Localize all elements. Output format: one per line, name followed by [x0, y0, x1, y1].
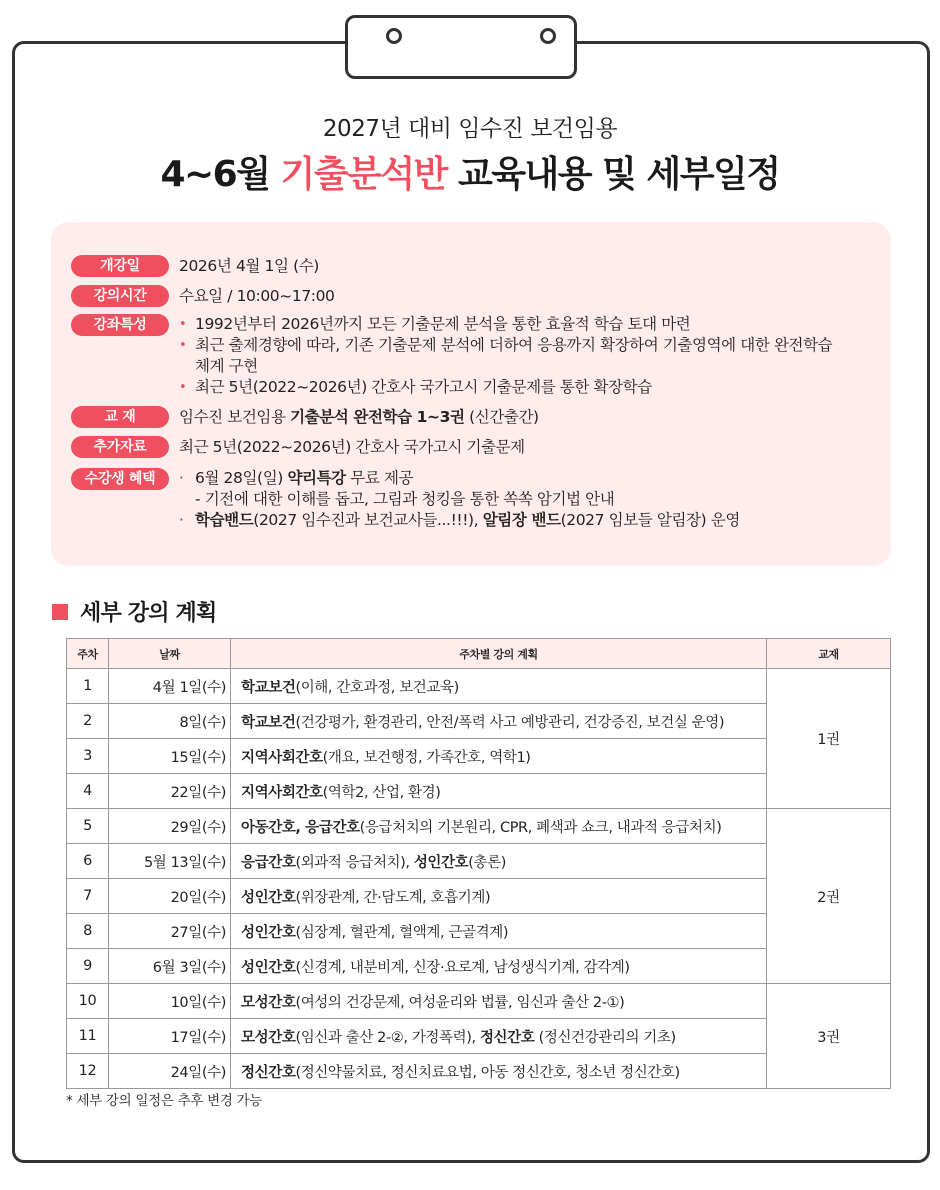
- plan-cell: [231, 704, 767, 739]
- date-cell: 4월 1일(수): [109, 669, 231, 704]
- title-accent: 기출분석반: [280, 154, 447, 195]
- textbook-value: [179, 406, 539, 428]
- plan-text: (정신건강관리의 기초): [534, 1029, 676, 1046]
- benefit-text: (2027 임수진과 보건교사들...!!!),: [253, 511, 483, 529]
- plan-text: (이해, 간호과정, 보건교육): [295, 679, 459, 696]
- date-cell: 22일(수): [109, 774, 231, 809]
- plan-bold: 학교보건: [241, 714, 296, 731]
- plan-cell: [231, 844, 767, 879]
- table-row: [67, 669, 891, 704]
- section-title: 세부 강의 계획: [80, 601, 217, 626]
- week-cell: 7: [67, 879, 109, 914]
- date-cell: 27일(수): [109, 914, 231, 949]
- date-cell: 10일(수): [109, 984, 231, 1019]
- title-part1: 4~6월: [160, 154, 281, 195]
- lecture-plan-table: [66, 638, 891, 1089]
- badge-features: 강좌특성: [71, 314, 169, 336]
- start-value: 2026년 4월 1일 (수): [179, 257, 319, 275]
- badge-benefit: 수강생 혜택: [71, 468, 169, 490]
- plan-cell: [231, 809, 767, 844]
- section-header: [52, 596, 216, 627]
- benefit-bold: 학습밴드: [195, 511, 254, 529]
- week-cell: 6: [67, 844, 109, 879]
- plan-bold: 모성간호: [241, 1029, 296, 1046]
- benefit-item-desc: - 기전에 대한 이해를 돕고, 그림과 청킹을 통한 쏙쏙 암기법 안내: [195, 490, 615, 508]
- info-row-start: [71, 255, 319, 277]
- clipboard-clip: [345, 15, 577, 79]
- date-cell: 5월 13일(수): [109, 844, 231, 879]
- extra-value: 최근 5년(2022~2026년) 간호사 국가고시 기출문제: [179, 438, 525, 456]
- table-row: [67, 809, 891, 844]
- benefit-item: [179, 468, 740, 489]
- plan-bold: 성인간호: [241, 889, 296, 906]
- book-cell: 1권: [767, 669, 891, 809]
- plan-cell: [231, 1054, 767, 1089]
- plan-text: (건강평가, 환경관리, 안전/폭력 사고 예방관리, 건강증진, 보건실 운영): [295, 714, 725, 731]
- plan-text: (정신약물치료, 정신치료요법, 아동 정신간호, 청소년 정신간호): [295, 1064, 680, 1081]
- plan-cell: [231, 1019, 767, 1054]
- plan-text: (신경계, 내분비계, 신장·요로계, 남성생식기계, 감각계): [295, 959, 630, 976]
- table-row: [67, 984, 891, 1019]
- plan-bold: 정신간호: [241, 1064, 296, 1081]
- info-row-textbook: [71, 406, 539, 428]
- page-subtitle: 2027년 대비 임수진 보건임용: [322, 116, 618, 142]
- week-cell: 11: [67, 1019, 109, 1054]
- week-cell: 2: [67, 704, 109, 739]
- week-cell: 3: [67, 739, 109, 774]
- plan-bold: 지역사회간호: [241, 784, 323, 801]
- section-square-icon: [52, 604, 68, 620]
- plan-text: (역학2, 산업, 환경): [322, 784, 441, 801]
- book-cell: 3권: [767, 984, 891, 1089]
- date-cell: 8일(수): [109, 704, 231, 739]
- clip-hole-left: [386, 28, 402, 44]
- plan-bold: 정신간호: [479, 1029, 535, 1046]
- plan-bold: 학교보건: [241, 679, 296, 696]
- date-cell: 6월 3일(수): [109, 949, 231, 984]
- week-cell: 5: [67, 809, 109, 844]
- week-cell: 1: [67, 669, 109, 704]
- benefit-text: 6월 28일(일): [195, 469, 288, 487]
- week-cell: 4: [67, 774, 109, 809]
- plan-cell: [231, 669, 767, 704]
- textbook-bold: 기출분석 완전학습 1~3권: [290, 408, 465, 426]
- date-cell: 20일(수): [109, 879, 231, 914]
- schedule-note: * 세부 강의 일정은 추후 변경 가능: [66, 1093, 263, 1109]
- plan-cell: [231, 984, 767, 1019]
- badge-extra: 추가자료: [71, 436, 169, 458]
- plan-text: (외과적 응급처치),: [295, 854, 414, 871]
- benefit-text: 무료 제공: [345, 469, 414, 487]
- plan-cell: [231, 774, 767, 809]
- plan-text: (심장계, 혈관계, 혈액계, 근골격계): [295, 924, 509, 941]
- features-list: [179, 314, 832, 398]
- info-row-extra: [71, 436, 525, 458]
- benefit-list: [179, 468, 740, 531]
- info-row-time: [71, 285, 335, 307]
- textbook-pre: 임수진 보건임용: [179, 408, 291, 426]
- header-week: 주차: [67, 639, 109, 669]
- feature-item: • 최근 출제경향에 따라, 기존 기출문제 분석에 더하여 응용까지 확장하여 기출영역에 대한 완전학습: [179, 335, 832, 356]
- feature-item: • 1992년부터 2026년까지 모든 기출문제 분석을 통한 효율적 학습 토대 마련: [179, 314, 832, 335]
- plan-text: (위장관계, 간·담도계, 호흡기계): [295, 889, 491, 906]
- badge-time: 강의시간: [71, 285, 169, 307]
- table-header-row: [67, 639, 891, 669]
- badge-start: 개강일: [71, 255, 169, 277]
- week-cell: 8: [67, 914, 109, 949]
- date-cell: 29일(수): [109, 809, 231, 844]
- plan-bold: 지역사회간호: [241, 749, 323, 766]
- plan-cell: [231, 914, 767, 949]
- date-cell: 17일(수): [109, 1019, 231, 1054]
- badge-textbook: 교 재: [71, 406, 169, 428]
- plan-text: (임신과 출산 2-②, 가정폭력),: [295, 1029, 480, 1046]
- plan-bold: 응급간호: [241, 854, 296, 871]
- info-row-features: [71, 314, 832, 398]
- title-part2: 교육내용 및 세부일정: [446, 154, 780, 195]
- plan-bold: 성인간호: [241, 959, 296, 976]
- benefit-bold: 알림장 밴드: [482, 511, 561, 529]
- date-cell: 15일(수): [109, 739, 231, 774]
- plan-cell: [231, 879, 767, 914]
- benefit-item: [179, 510, 740, 531]
- plan-bold: 성인간호: [413, 854, 469, 871]
- plan-text: (여성의 건강문제, 여성윤리와 법률, 임신과 출산 2-①): [295, 994, 625, 1011]
- benefit-bold: 약리특강: [287, 469, 346, 487]
- feature-item-cont: 체계 구현: [195, 357, 258, 375]
- plan-bold: 성인간호: [241, 924, 296, 941]
- benefit-text: (2027 임보들 알림장) 운영: [560, 511, 740, 529]
- date-cell: 24일(수): [109, 1054, 231, 1089]
- page-title: [0, 146, 940, 197]
- plan-bold: 아동간호, 응급간호: [241, 819, 360, 836]
- week-cell: 9: [67, 949, 109, 984]
- plan-text: (총론): [468, 854, 506, 871]
- textbook-post: (신간출간): [464, 408, 539, 426]
- week-cell: 12: [67, 1054, 109, 1089]
- plan-text: (응급처치의 기본원리, CPR, 폐색과 쇼크, 내과적 응급처치): [359, 819, 722, 836]
- course-info-box: [51, 222, 891, 566]
- week-cell: 10: [67, 984, 109, 1019]
- plan-cell: [231, 949, 767, 984]
- plan-cell: [231, 739, 767, 774]
- header-plan: 주차별 강의 계획: [231, 639, 767, 669]
- header-book: 교재: [767, 639, 891, 669]
- clip-hole-right: [540, 28, 556, 44]
- book-cell: 2권: [767, 809, 891, 984]
- header-date: 날짜: [109, 639, 231, 669]
- time-value: 수요일 / 10:00~17:00: [179, 287, 335, 305]
- feature-item: • 최근 5년(2022~2026년) 간호사 국가고시 기출문제를 통한 확장학습: [179, 377, 832, 398]
- info-row-benefit: [71, 468, 740, 531]
- plan-bold: 모성간호: [241, 994, 296, 1011]
- plan-text: (개요, 보건행정, 가족간호, 역학1): [322, 749, 531, 766]
